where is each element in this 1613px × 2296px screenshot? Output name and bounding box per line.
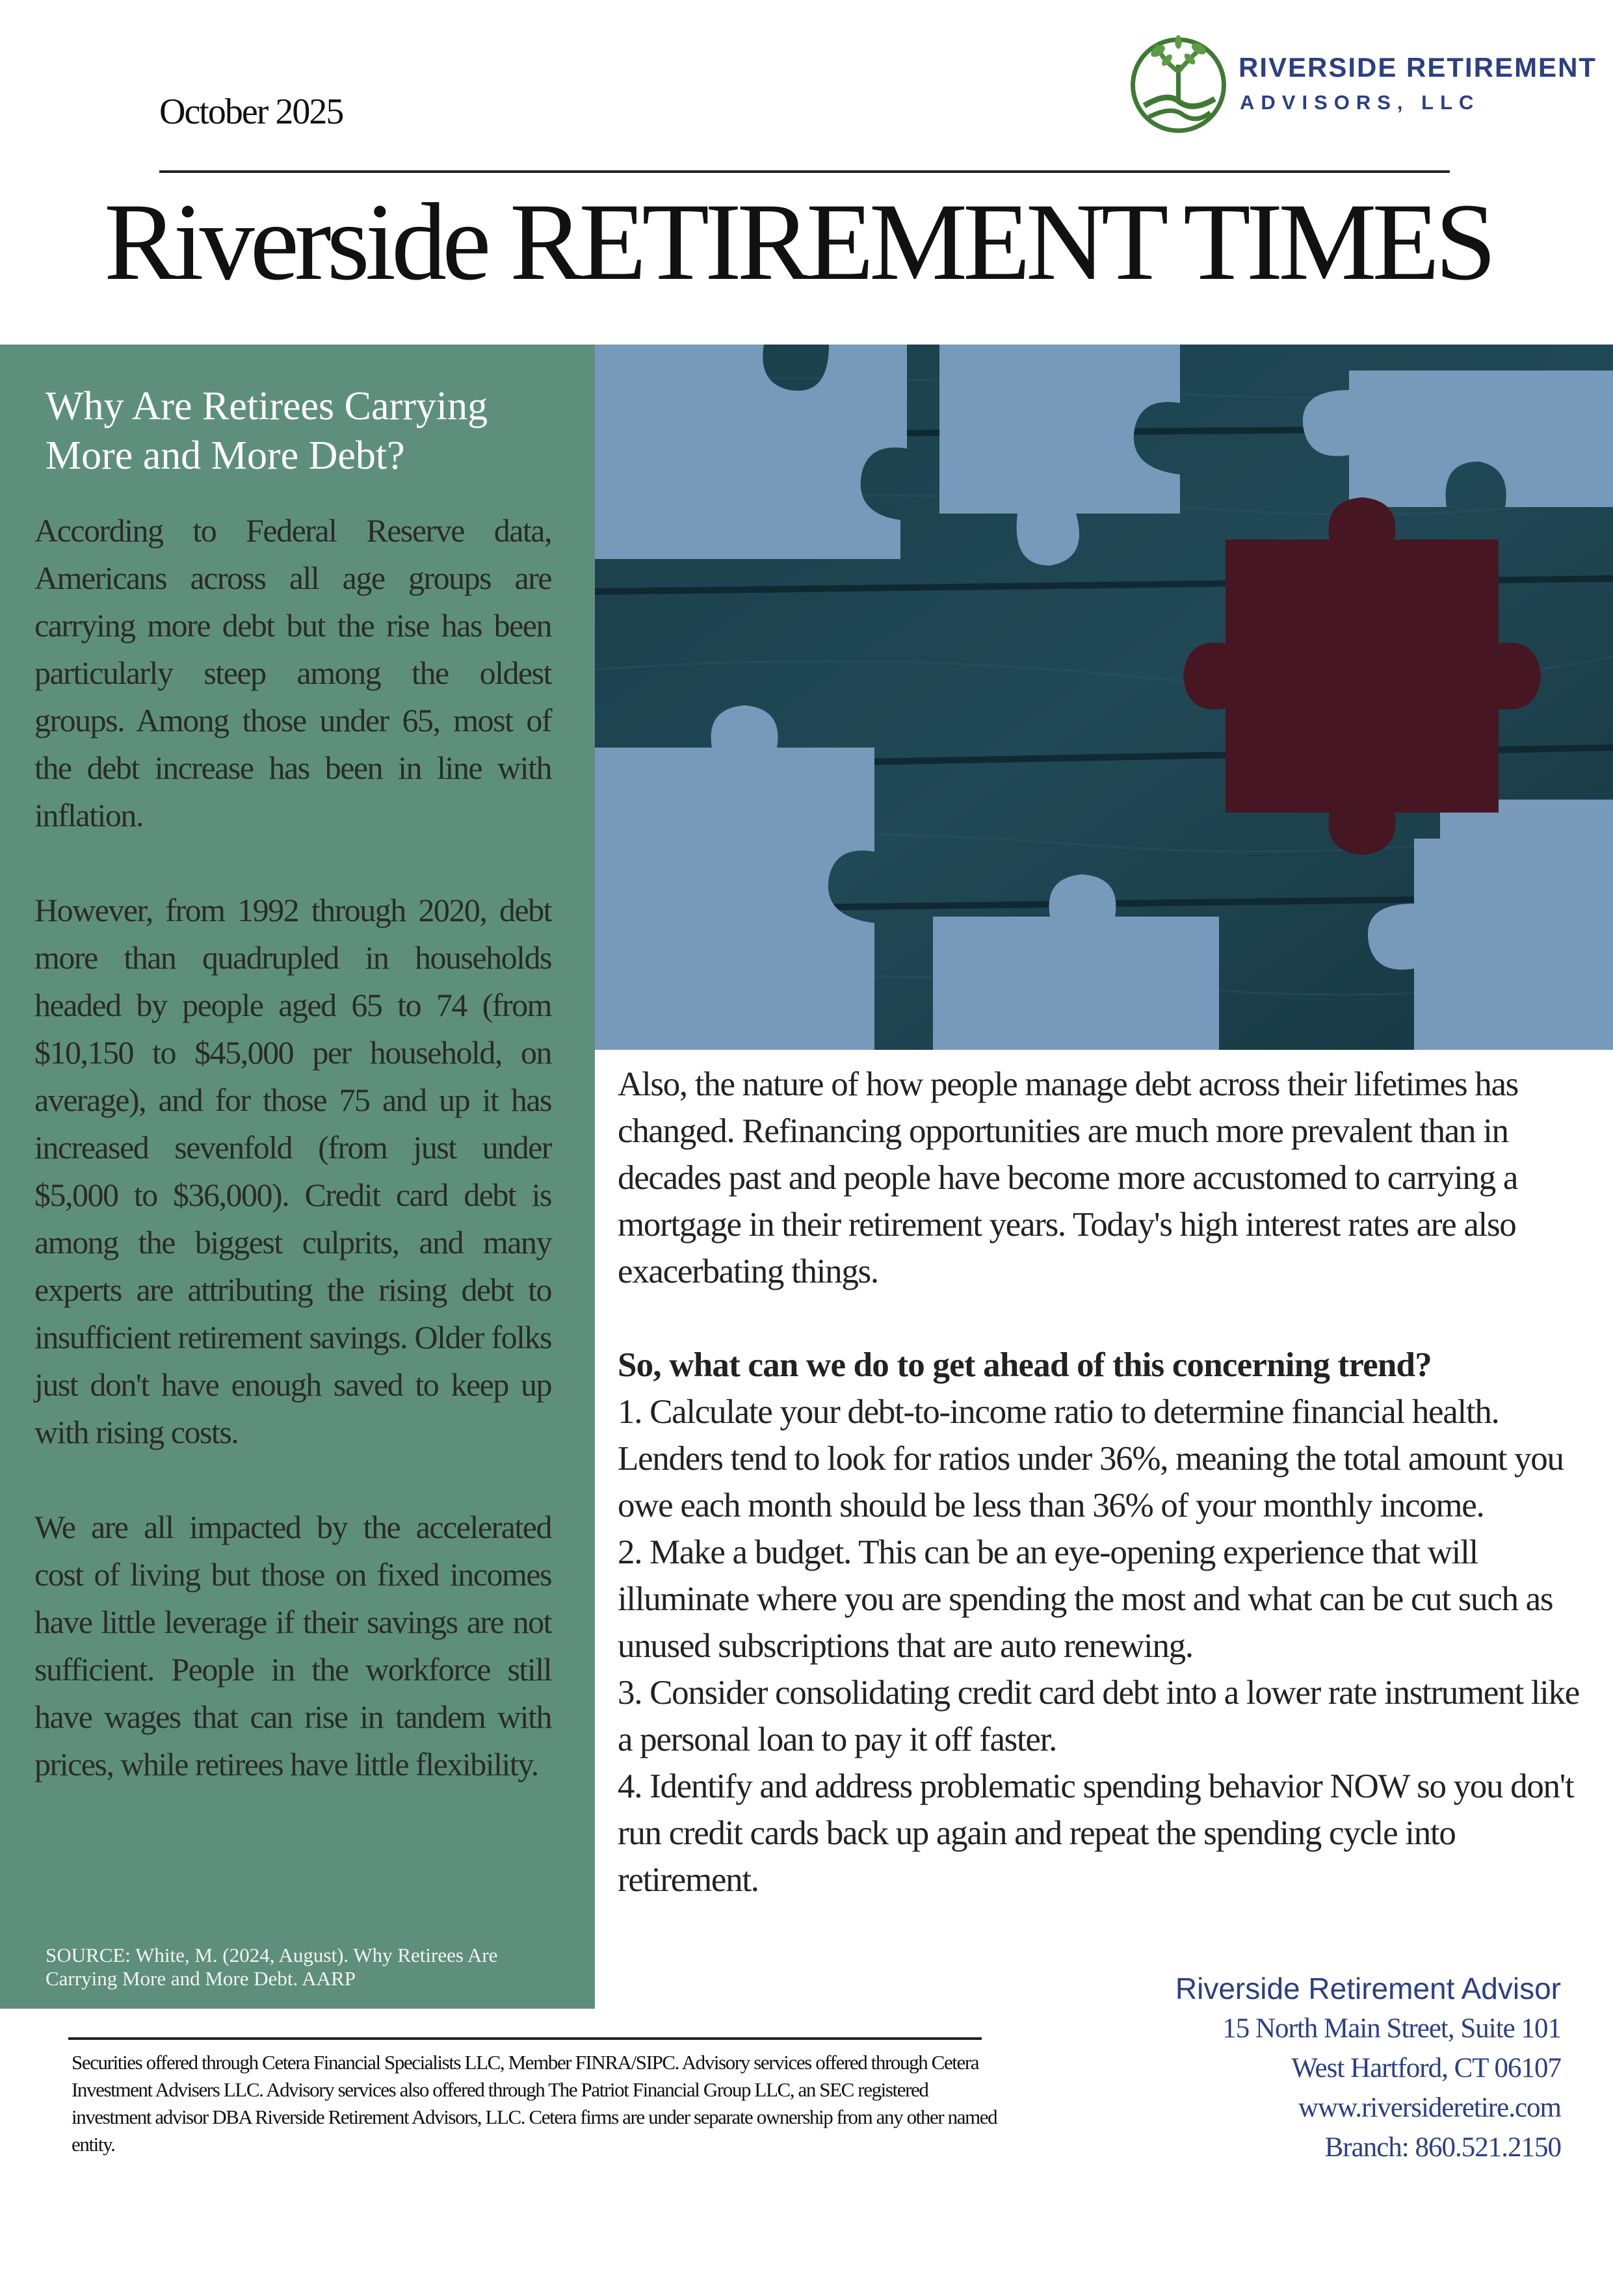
section-question: So, what can we do to get ahead of this concerning trend? — [618, 1346, 1432, 1384]
article-title-line1: Why Are Retirees Carrying — [46, 384, 488, 428]
step-item: 1. Calculate your debt-to-income ratio to determine financial health. Lenders tend to look for ratios under 36%, meaning the total amount you owe each month should be less than 36% of your monthly income. — [618, 1393, 1564, 1524]
issue-date: October 2025 — [159, 92, 343, 132]
contact-website-link[interactable]: www.riversideretire.com — [1298, 2093, 1561, 2123]
source-line2: Carrying More and More Debt. AARP — [46, 1967, 356, 1990]
footer-divider — [68, 2037, 982, 2040]
sidebar-paragraph: However, from 1992 through 2020, debt more than quadrupled in households headed by people aged 65 to 74 (from $10,150 to $45,000 per household, on average), and for those 75 and up it has increased sevenfold (from just under $5,000 to $36,000). Credit card debt is among the biggest culprits, and many experts are attributing the rising debt to insufficient retirement savings. Older folks just don't have enough saved to keep up with rising costs. — [34, 892, 551, 1450]
contact-firm-name: Riverside Retirement Advisor — [1175, 1972, 1561, 2005]
contact-address: 15 North Main Street, Suite 101 — [1222, 2013, 1561, 2044]
contact-block — [976, 1968, 1561, 2167]
contact-city: West Hartford, CT 06107 — [1291, 2053, 1561, 2083]
tree-river-logo-icon — [1121, 26, 1235, 140]
puzzle-pieces-photo — [595, 345, 1613, 1050]
step-item: 3. Consider consolidating credit card debt into a lower rate instrument like a personal loan to pay it off faster. — [618, 1674, 1579, 1758]
compliance-disclaimer: Securities offered through Cetera Financial Specialists LLC, Member FINRA/SIPC. Advisory services offered through Cetera Investment Advisers LLC. Advisory services also offered through The Patriot Financial Group LLC, an SEC registered investment advisor DBA Riverside Retirement Advisors, LLC. Cetera firms are under separate ownership from any other named entity. — [72, 2051, 997, 2156]
step-item: 2. Make a budget. This can be an eye-opening experience that will illuminate where you are spending the most and what can be cut such as unused subscriptions that are auto renewing. — [618, 1533, 1553, 1665]
article-title-line2: More and More Debt? — [46, 433, 405, 478]
sidebar-paragraph: We are all impacted by the accelerated cost of living but those on fixed incomes have little leverage if their savings are not sufficient. People in the workforce still have wages that can rise in tandem with prices, while retirees have little flexibility. — [34, 1509, 551, 1782]
source-citation — [46, 1944, 566, 1990]
paragraph-spacer — [618, 1295, 1580, 1342]
sidebar-paragraph: According to Federal Reserve data, Americans across all age groups are carrying more debt but the rise has been particularly steep among the oldest groups. Among those under 65, most of the debt increase has been in line with inflation. — [34, 512, 551, 833]
article-title — [46, 382, 579, 480]
header-divider — [159, 170, 1450, 173]
main-article-body — [618, 1061, 1580, 1903]
step-item: 4. Identify and address problematic spending behavior NOW so you don't run credit cards back up again and repeat the spending cycle into retirement. — [618, 1768, 1574, 1899]
company-logo[interactable] — [1121, 26, 1597, 143]
logo-name-line2: ADVISORS, LLC — [1240, 91, 1480, 114]
sidebar-article-body — [34, 507, 551, 1836]
contact-phone[interactable]: Branch: 860.521.2150 — [1324, 2132, 1561, 2163]
logo-name-line1: RIVERSIDE RETIREMENT — [1239, 52, 1597, 83]
newsletter-masthead: Riverside RETIREMENT TIMES — [104, 181, 1492, 303]
puzzle-pieces-image — [595, 345, 1613, 1050]
source-line1: SOURCE: White, M. (2024, August). Why Retirees Are — [46, 1944, 498, 1966]
intro-paragraph: Also, the nature of how people manage debt across their lifetimes has changed. Refinancing opportunities are much more prevalent than in decades past and people have become more accustomed to carrying a mortgage in their retirement years. Today's high interest rates are also exacerbating things. — [618, 1065, 1519, 1290]
